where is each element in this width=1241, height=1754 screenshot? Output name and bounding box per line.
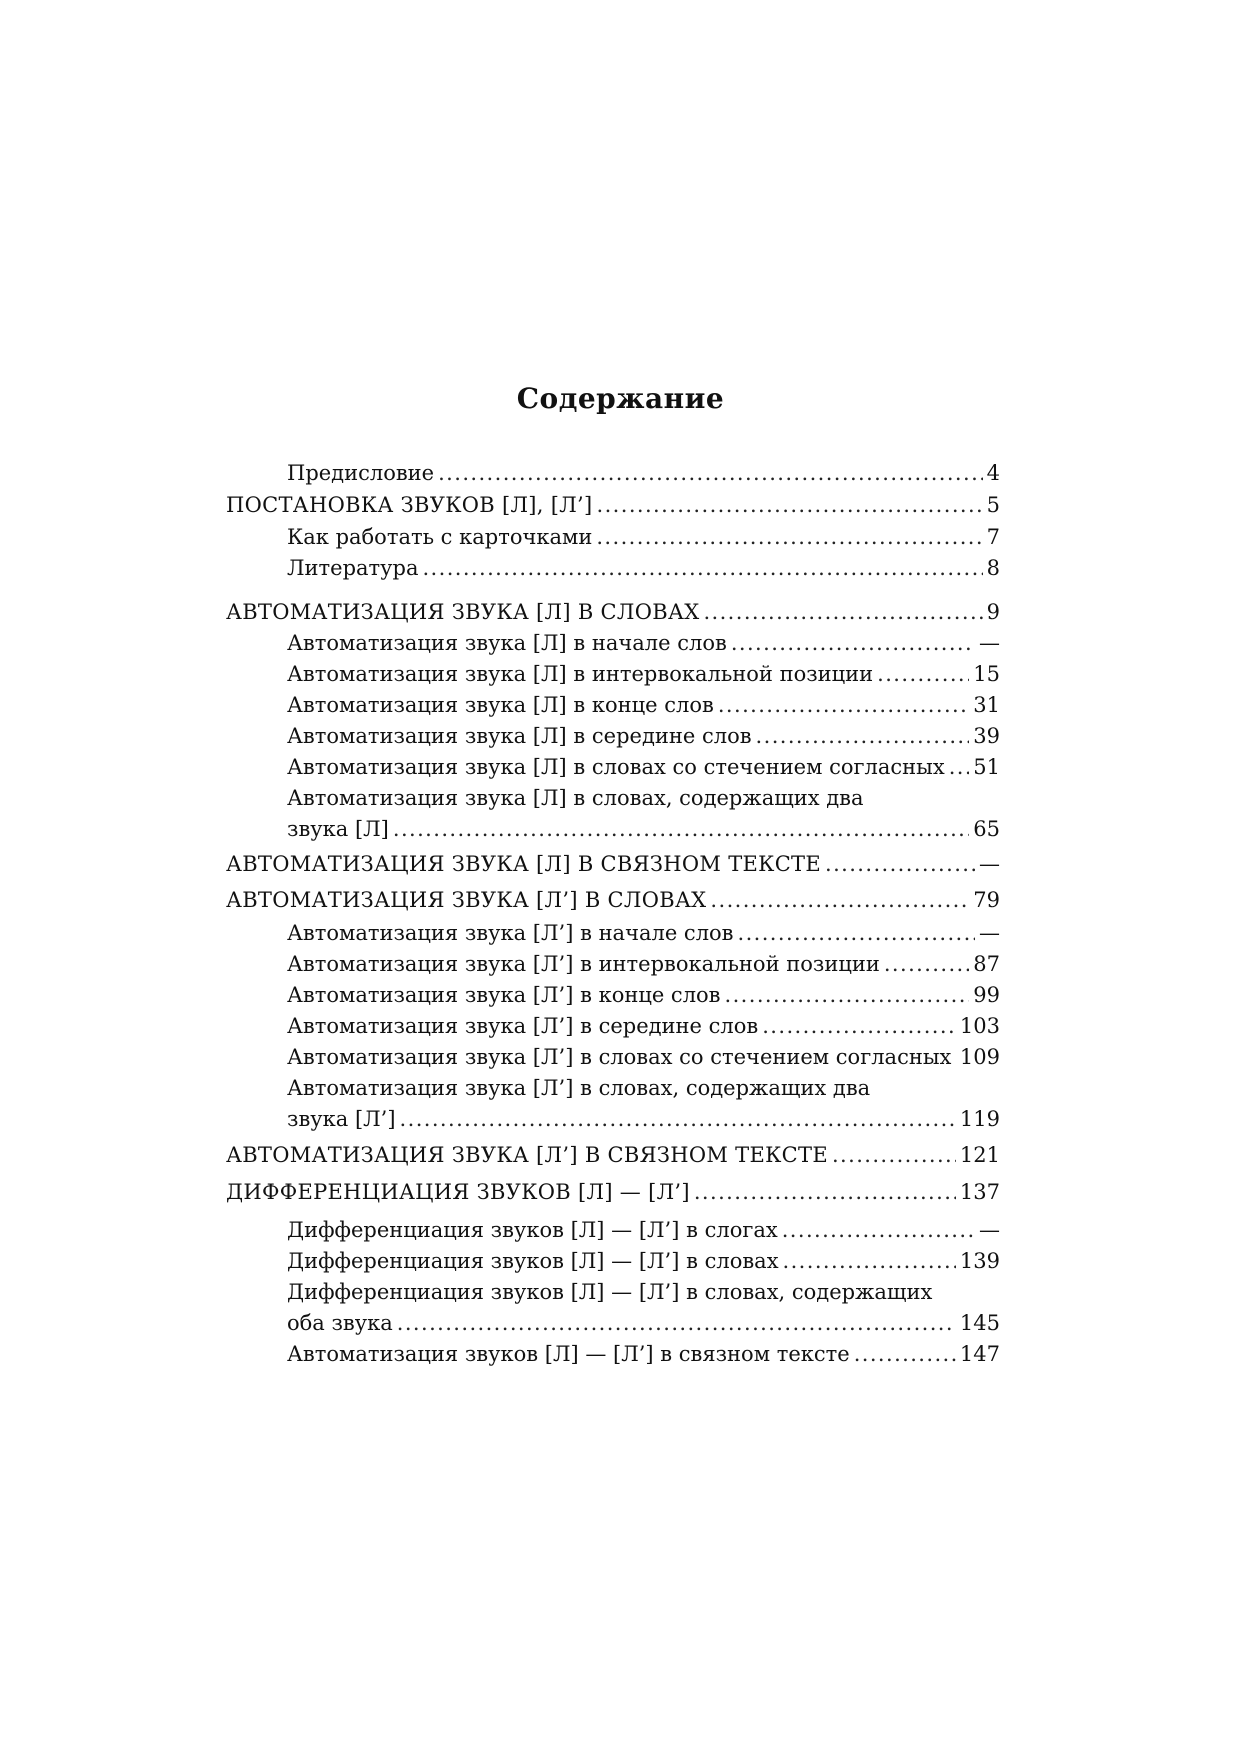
toc-page-number: 103 <box>959 1014 1000 1038</box>
dot-leader <box>710 885 969 915</box>
dot-leader <box>694 1177 956 1207</box>
toc-page-number: 145 <box>959 1311 1000 1335</box>
dot-leader <box>718 690 969 720</box>
dot-leader <box>825 849 975 879</box>
toc-entry-l-soft-clusters[interactable] <box>287 1042 1000 1072</box>
toc-page-number: 4 <box>986 461 1000 485</box>
dot-leader <box>877 659 969 689</box>
dot-leader <box>783 1246 956 1276</box>
toc-section-differentiation[interactable] <box>226 1177 1000 1207</box>
toc-entry-text: Автоматизация звука [Л] в словах со стечением согласных <box>287 755 945 779</box>
toc-page-number: 121 <box>959 1143 1000 1167</box>
toc-entry-l-soft-two-sounds-line1[interactable]: Автоматизация звука [Л’] в словах, содержащих два <box>287 1076 871 1100</box>
dot-leader <box>397 1308 956 1338</box>
toc-entry-text: Предисловие <box>287 461 435 485</box>
toc-page-number: 51 <box>973 755 1000 779</box>
toc-entry-text: Автоматизация звука [Л’] в середине слов <box>287 1014 759 1038</box>
toc-entry-text: Как работать с карточками <box>287 525 593 549</box>
toc-entry-text: Автоматизация звука [Л] в середине слов <box>287 724 752 748</box>
toc-entry-text: Дифференциация звуков [Л] — [Л’] в словах <box>287 1249 779 1273</box>
toc-entry-l-intervocalic[interactable] <box>287 659 1000 689</box>
dot-leader <box>438 458 983 488</box>
toc-entry-text: Автоматизация звука [Л’] в словах со стечением согласных <box>287 1045 952 1069</box>
toc-page-number: 39 <box>973 724 1000 748</box>
toc-entry-diff-both-sounds[interactable] <box>287 1308 1000 1338</box>
toc-entry-text: Автоматизация звука [Л] в конце слов <box>287 693 714 717</box>
toc-entry-text: Автоматизация звука [Л’] в начале слов <box>287 921 734 945</box>
dot-leader <box>400 1104 956 1134</box>
toc-entry-text: ПОСТАНОВКА ЗВУКОВ [Л], [Л’] <box>226 493 593 517</box>
toc-page-number: 5 <box>986 493 1000 517</box>
dot-leader <box>854 1339 956 1369</box>
toc-entry-preface[interactable] <box>287 458 1000 488</box>
toc-page-number: 109 <box>959 1045 1000 1069</box>
toc-section-l-soft-text[interactable] <box>226 1140 1000 1170</box>
toc-entry-diff-syllables[interactable] <box>287 1215 1000 1245</box>
toc-entry-l-clusters[interactable] <box>287 752 1000 782</box>
toc-page-number: 8 <box>986 556 1000 580</box>
toc-entry-l-soft-beginning[interactable] <box>287 918 1000 948</box>
toc-page-number: 137 <box>959 1180 1000 1204</box>
dot-leader <box>597 490 983 520</box>
dot-leader <box>832 1140 956 1170</box>
toc-entry-l-two-sounds-line1[interactable]: Автоматизация звука [Л] в словах, содержащих два <box>287 786 864 810</box>
dot-leader <box>596 522 982 552</box>
dot-leader <box>756 721 970 751</box>
toc-entry-l-soft-intervocalic[interactable] <box>287 949 1000 979</box>
toc-page-number: — <box>979 921 1000 945</box>
toc-page-number: 31 <box>973 693 1000 717</box>
toc-entry-l-two-sounds[interactable] <box>287 814 1000 844</box>
toc-page-number: 65 <box>973 817 1000 841</box>
toc-entry-text: ДИФФЕРЕНЦИАЦИЯ ЗВУКОВ [Л] — [Л’] <box>226 1180 690 1204</box>
toc-page-number: 119 <box>959 1107 1000 1131</box>
toc-entry-diff-both-sounds-line1[interactable]: Дифференциация звуков [Л] — [Л’] в словах, содержащих <box>287 1280 933 1304</box>
toc-page-number: 99 <box>973 983 1000 1007</box>
toc-section-l-text[interactable] <box>226 849 1000 879</box>
toc-entry-l-beginning[interactable] <box>287 628 1000 658</box>
toc-section-l-soft-words[interactable] <box>226 885 1000 915</box>
dot-leader <box>422 553 982 583</box>
toc-entry-l-end[interactable] <box>287 690 1000 720</box>
dot-leader <box>955 1042 956 1072</box>
toc-entry-how-to-use-cards[interactable] <box>287 522 1000 552</box>
dot-leader <box>762 1011 956 1041</box>
toc-entry-l-middle[interactable] <box>287 721 1000 751</box>
toc-entry-diff-words[interactable] <box>287 1246 1000 1276</box>
toc-entry-text: Литература <box>287 556 419 580</box>
toc-entry-text: АВТОМАТИЗАЦИЯ ЗВУКА [Л] В СВЯЗНОМ ТЕКСТЕ <box>226 852 821 876</box>
toc-entry-literature[interactable] <box>287 553 1000 583</box>
toc-entry-text: АВТОМАТИЗАЦИЯ ЗВУКА [Л’] В СВЯЗНОМ ТЕКСТЕ <box>226 1143 828 1167</box>
toc-page-number: — <box>979 1218 1000 1242</box>
toc-entry-l-soft-end[interactable] <box>287 980 1000 1010</box>
toc-page-number: — <box>979 852 1000 876</box>
toc-page-number: 7 <box>986 525 1000 549</box>
toc-entry-text: АВТОМАТИЗАЦИЯ ЗВУКА [Л’] В СЛОВАХ <box>226 888 707 912</box>
toc-page-number: — <box>979 631 1000 655</box>
page-title: Содержание <box>516 382 725 415</box>
toc-page-number: 87 <box>973 952 1000 976</box>
toc-entry-l-soft-middle[interactable] <box>287 1011 1000 1041</box>
toc-entry-text: Автоматизация звуков [Л] — [Л’] в связном тексте <box>287 1342 850 1366</box>
dot-leader <box>393 814 969 844</box>
toc-page-number: 139 <box>959 1249 1000 1273</box>
dot-leader <box>703 597 982 627</box>
toc-section-production[interactable] <box>226 490 1000 520</box>
toc-entry-l-soft-two-sounds[interactable] <box>287 1104 1000 1134</box>
toc-entry-text: Дифференциация звуков [Л] — [Л’] в слогах <box>287 1218 778 1242</box>
toc-section-l-words[interactable] <box>226 597 1000 627</box>
toc-entry-text: звука [Л’] <box>287 1107 396 1131</box>
dot-leader <box>725 980 970 1010</box>
dot-leader <box>782 1215 975 1245</box>
dot-leader <box>949 752 970 782</box>
toc-entry-diff-text[interactable] <box>287 1339 1000 1369</box>
toc-entry-text: Автоматизация звука [Л] в интервокальной позиции <box>287 662 874 686</box>
toc-entry-text: звука [Л] <box>287 817 389 841</box>
toc-page-number: 79 <box>973 888 1000 912</box>
toc-entry-text: Автоматизация звука [Л’] в интервокальной позиции <box>287 952 880 976</box>
toc-entry-text: Автоматизация звука [Л’] в конце слов <box>287 983 721 1007</box>
toc-page-number: 9 <box>986 600 1000 624</box>
dot-leader <box>738 918 976 948</box>
toc-page-number: 147 <box>959 1342 1000 1366</box>
dot-leader <box>884 949 969 979</box>
toc-entry-text: оба звука <box>287 1311 393 1335</box>
toc-entry-text: Автоматизация звука [Л] в начале слов <box>287 631 727 655</box>
toc-entry-text: АВТОМАТИЗАЦИЯ ЗВУКА [Л] В СЛОВАХ <box>226 600 700 624</box>
toc-page-number: 15 <box>973 662 1000 686</box>
dot-leader <box>731 628 975 658</box>
